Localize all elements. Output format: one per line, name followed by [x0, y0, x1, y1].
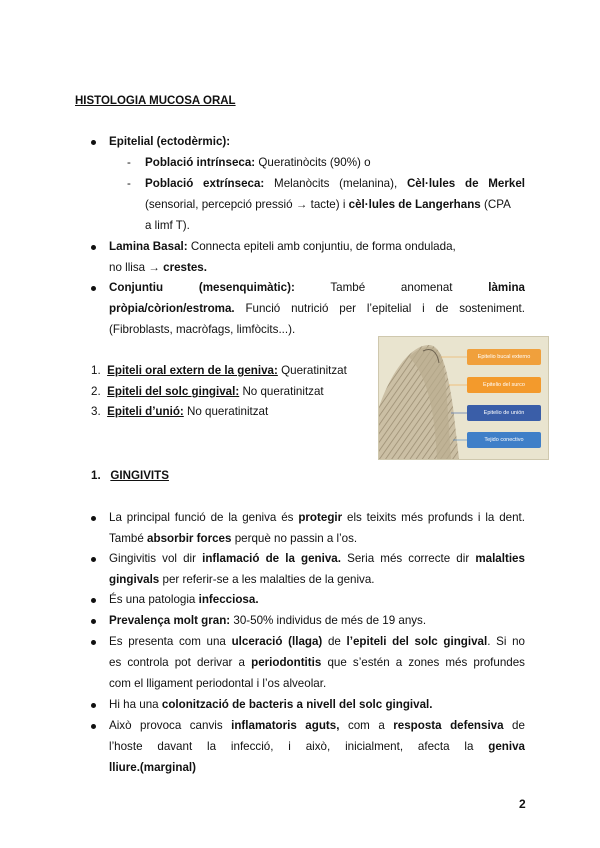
extrinseca-line-1: Població extrínseca: Melanòcits (melanina), Cèl·lules de Merkel — [145, 177, 525, 190]
page-title: HISTOLOGIA MUCOSA ORAL — [75, 95, 236, 107]
epitelial-heading: Epitelial (ectodèrmic): — [109, 135, 231, 148]
lamina-line-1: Lamina Basal: Connecta epiteli amb conjuntiu, de forma ondulada, — [109, 240, 456, 253]
conjuntiu-line-3: (Fibroblasts, macròfags, limfòcits...). — [109, 323, 296, 336]
bullet-icon — [91, 286, 96, 291]
bullet-icon — [91, 557, 96, 562]
bullet-icon — [91, 598, 96, 603]
bullet-icon — [91, 703, 96, 708]
epithelium-item: 3. Epiteli d’unió: No queratinitzat — [91, 405, 269, 418]
figure-label: Epitelio de unión — [467, 405, 541, 421]
gingivitis-p3: És una patologia infecciosa. — [109, 593, 259, 606]
gingivitis-p5-line-1: Es presenta com una ulceració (llaga) de l’epiteli del solc gingival. Si no — [109, 635, 525, 648]
lamina-line-2: no llisa → crestes. — [109, 261, 207, 274]
gingivitis-p7-line-3: lliure.(marginal) — [109, 761, 196, 774]
gingivitis-p2-line-1: Gingivitis vol dir inflamació de la geniva. Seria més correcte dir malalties — [109, 552, 525, 565]
gingivitis-p5-line-2: es controla pot derivar a periodontitis que s’estén a zones més profundes — [109, 656, 525, 669]
extrinseca-line-3: a limf T). — [145, 219, 190, 232]
gingiva-histology-figure — [378, 336, 549, 460]
bullet-icon — [91, 619, 96, 624]
page-number: 2 — [519, 797, 526, 811]
gingivitis-p1-line-2: També absorbir forces perquè no passin a l’os. — [109, 532, 358, 545]
gingivitis-p1-line-1: La principal funció de la geniva és protegir els teixits més profunds i la dent. — [109, 511, 525, 524]
figure-label: Tejido conectivo — [467, 432, 541, 448]
bullet-icon — [91, 724, 96, 729]
conjuntiu-line-1: Conjuntiu (mesenquimàtic): També anomenat làmina — [109, 281, 525, 294]
conjuntiu-line-2: pròpia/còrion/estroma. Funció nutrició per l’epitelial i de sosteniment. — [109, 302, 525, 315]
extrinseca-line-2: (sensorial, percepció pressió → tacte) i cèl·lules de Langerhans (CPA — [145, 198, 511, 211]
epithelium-item: 1. Epiteli oral extern de la geniva: Queratinitzat — [91, 364, 347, 377]
intrinseca-line: Població intrínseca: Queratinòcits (90%) o — [145, 156, 371, 169]
epithelium-item: 2. Epiteli del solc gingival: No queratinitzat — [91, 385, 324, 398]
gingivitis-p5-line-3: com el lligament periodontal i l’os alveolar. — [109, 677, 327, 690]
gingivitis-p6: Hi ha una colonització de bacteris a nivell del solc gingival. — [109, 698, 433, 711]
gingivitis-p4: Prevalença molt gran: 30-50% individus de més de 19 anys. — [109, 614, 427, 627]
dash-icon: - — [127, 156, 131, 169]
gingivitis-p7-line-2: l’hoste davant la infecció, i això, inicialment, afecta la geniva — [109, 740, 525, 753]
bullet-icon — [91, 516, 96, 521]
figure-label: Epitelio del surco — [467, 377, 541, 393]
dash-icon: - — [127, 177, 131, 190]
figure-label: Epitelio bucal externo — [467, 349, 541, 365]
gingivitis-p2-line-2: gingivals per referir-se a les malalties de la geniva. — [109, 573, 375, 586]
bullet-icon — [91, 640, 96, 645]
bullet-icon — [91, 140, 96, 145]
section-heading: 1. GINGIVITS — [91, 469, 169, 482]
bullet-icon — [91, 245, 96, 250]
gingivitis-p7-line-1: Això provoca canvis inflamatoris aguts, com a resposta defensiva de — [109, 719, 525, 732]
